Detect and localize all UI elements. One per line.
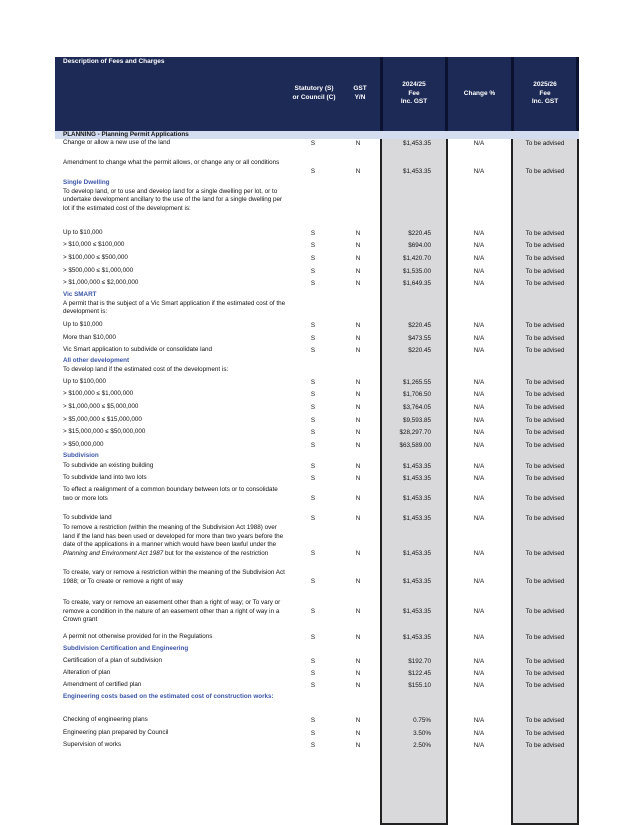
fee-2024-value: $1,420.70: [402, 255, 431, 262]
gst-value: N: [355, 417, 361, 424]
gst-value: N: [355, 658, 361, 665]
table-header: [55, 57, 579, 131]
row-description: [63, 159, 288, 168]
gst-value: N: [355, 391, 361, 398]
fee-2024-value: $1,453.35: [402, 578, 431, 585]
description-text: > $100,000 ≤ $500,000: [63, 254, 128, 261]
gst-value: N: [355, 255, 361, 262]
change-value: N/A: [473, 404, 485, 411]
fee-2025-value: To be advised: [525, 140, 565, 147]
header-gst-cell: [340, 57, 380, 131]
gst-value: N: [355, 730, 361, 737]
description-text: Up to $100,000: [63, 378, 107, 385]
row-description: [63, 657, 288, 666]
row-description: [63, 334, 288, 343]
row-description: [63, 346, 288, 355]
change-value: N/A: [473, 429, 485, 436]
description-text: > $1,000,000 ≤ $2,000,000: [63, 279, 139, 286]
row-description: [63, 681, 288, 690]
description-text: To subdivide land: [63, 514, 112, 521]
fee-2025-value: To be advised: [525, 167, 565, 175]
description-text: Vic Smart application to subdivide or consolidate land: [63, 346, 212, 353]
fee-2024-value: $1,453.35: [402, 550, 431, 557]
statutory-value: S: [310, 322, 316, 329]
gst-value: N: [355, 379, 361, 386]
statutory-value: S: [310, 730, 316, 737]
category-heading: Subdivision: [63, 452, 99, 459]
fee-2025-value: To be advised: [525, 242, 565, 249]
change-value: N/A: [473, 242, 485, 249]
section-title-row: [55, 131, 579, 139]
description-text: Engineering plan prepared by Council: [63, 729, 169, 736]
gst-value: N: [355, 404, 361, 411]
gst-value: N: [355, 167, 361, 175]
fee-2025-value: To be advised: [525, 578, 565, 585]
row-description: [63, 428, 288, 437]
gst-value: N: [355, 578, 361, 585]
description-text: Change or allow a new use of the land: [63, 139, 171, 146]
fee-2024-value: $1,453.35: [402, 515, 431, 522]
gst-value: N: [355, 280, 361, 287]
gst-value: N: [355, 268, 361, 275]
fee-2025-value: To be advised: [525, 463, 565, 470]
fee-2025-value: To be advised: [525, 634, 565, 641]
fee-2024-value: $1,453.35: [402, 634, 431, 641]
row-description: [63, 486, 288, 503]
statutory-value: S: [310, 140, 316, 147]
header-gst: GST Y/N: [353, 85, 367, 101]
divider: [380, 57, 383, 131]
fee-2024-value: $1,649.35: [402, 280, 431, 287]
statutory-value: S: [310, 335, 316, 342]
change-value: N/A: [473, 682, 485, 689]
gst-value: N: [355, 634, 361, 641]
row-description: [63, 524, 288, 558]
fee-2024-value: $220.45: [408, 322, 431, 329]
fee-2024-value: $28,297.70: [399, 429, 431, 436]
description-text: > $10,000 ≤ $100,000: [63, 241, 125, 248]
row-description: [63, 462, 288, 471]
gst-value: N: [355, 742, 361, 749]
statutory-value: S: [310, 634, 316, 641]
row-description: [63, 390, 288, 399]
statutory-value: S: [310, 379, 316, 386]
row-description: [63, 645, 288, 654]
description-text: Amendment of certified plan: [63, 681, 142, 688]
divider: [511, 57, 514, 131]
header-description: Description of Fees and Charges: [63, 58, 165, 65]
row-description: [63, 474, 288, 483]
fee-2025-value: To be advised: [525, 255, 565, 262]
fee-2025-value: To be advised: [525, 404, 565, 411]
fee-2025-value: To be advised: [525, 417, 565, 424]
gst-value: N: [355, 682, 361, 689]
fee-2024-value: 3.50%: [413, 730, 431, 737]
fee-2024-value: $473.55: [408, 335, 431, 342]
statutory-value: S: [310, 347, 316, 354]
change-value: N/A: [473, 268, 485, 275]
change-value: N/A: [473, 379, 485, 386]
statutory-value: S: [310, 717, 316, 724]
gst-value: N: [355, 442, 361, 449]
description-text: > $500,000 ≤ $1,000,000: [63, 267, 134, 274]
statutory-value: S: [310, 682, 316, 689]
statutory-value: S: [310, 280, 316, 287]
fee-2025-value: To be advised: [525, 515, 565, 522]
description-text: To subdivide an existing building: [63, 462, 154, 469]
header-statutory: Statutory (S) or Council (C): [292, 85, 336, 101]
header-fee-2024: 2024/25 Fee Inc. GST: [400, 80, 428, 106]
fee-2024-value: $1,453.35: [402, 463, 431, 470]
statutory-value: S: [310, 742, 316, 749]
description-text: Supervision of works: [63, 741, 122, 748]
change-value: N/A: [473, 608, 485, 615]
row-description: [63, 139, 288, 148]
statutory-value: S: [310, 658, 316, 665]
change-value: N/A: [473, 550, 485, 557]
fee-2025-value: To be advised: [525, 322, 565, 329]
fee-2024-value: 0.75%: [413, 717, 431, 724]
category-heading: Single Dwelling: [63, 179, 110, 186]
header-fee-2025-cell: [514, 57, 576, 131]
statutory-value: S: [310, 494, 316, 502]
row-description: [63, 452, 288, 461]
fee-2025-value: To be advised: [525, 347, 565, 354]
fee-2024-value: $9,593.85: [402, 417, 431, 424]
row-description: [63, 403, 288, 412]
row-description: [63, 633, 288, 642]
fee-2024-value: $694.00: [408, 242, 431, 249]
description-text: > $15,000,000 ≤ $50,000,000: [63, 428, 146, 435]
fee-2025-value: To be advised: [525, 550, 565, 557]
description-text: Up to $10,000: [63, 229, 103, 236]
statutory-value: S: [310, 391, 316, 398]
fee-2025-value: To be advised: [525, 608, 565, 615]
fee-2024-value: $1,453.35: [402, 140, 431, 147]
gst-value: N: [355, 608, 361, 615]
header-fee-2024-cell: [383, 57, 445, 131]
description-text: To create, vary or remove an easement other than a right of way; or To vary or remove a condition in the nature of an easement other than a right of way in a Crown grant: [63, 599, 281, 624]
row-description: [63, 254, 288, 263]
gst-value: N: [355, 230, 361, 237]
row-description: [63, 729, 288, 738]
fee-2024-value: $1,453.35: [402, 475, 431, 482]
description-text: Amendment to change what the permit allows, or change any or all conditions: [63, 159, 280, 166]
row-description: [63, 279, 288, 288]
fee-2024-value: $3,764.05: [402, 404, 431, 411]
fee-2025-value: To be advised: [525, 268, 565, 275]
description-text: > $1,000,000 ≤ $5,000,000: [63, 403, 139, 410]
description-tail: but for the existence of the restriction: [163, 549, 269, 557]
row-description: [63, 569, 288, 586]
change-value: N/A: [473, 230, 485, 237]
statutory-value: S: [310, 608, 316, 615]
row-description: [63, 716, 288, 725]
change-value: N/A: [473, 670, 485, 677]
fee-2025-value: To be advised: [525, 682, 565, 689]
change-value: N/A: [473, 634, 485, 641]
row-description: [63, 241, 288, 250]
row-description: [63, 669, 288, 678]
fee-2025-value: To be advised: [525, 280, 565, 287]
fee-2025-value: To be advised: [525, 379, 565, 386]
row-description: [63, 441, 288, 450]
fee-2024-value: $192.70: [408, 658, 431, 665]
change-value: N/A: [473, 280, 485, 287]
change-value: N/A: [473, 391, 485, 398]
divider: [576, 57, 579, 131]
statutory-value: S: [310, 578, 316, 585]
change-value: N/A: [473, 515, 485, 522]
fee-2025-value: To be advised: [525, 391, 565, 398]
change-value: N/A: [473, 140, 485, 147]
fee-2024-value: $220.45: [408, 347, 431, 354]
row-description: [63, 693, 288, 702]
change-value: N/A: [473, 475, 485, 482]
description-text: To effect a realignment of a common boundary between lots or to consolidate two or more lots: [63, 486, 278, 502]
statutory-value: S: [310, 404, 316, 411]
statutory-value: S: [310, 230, 316, 237]
gst-value: N: [355, 242, 361, 249]
description-text: Certification of a plan of subdivision: [63, 657, 163, 664]
change-value: N/A: [473, 335, 485, 342]
fees-table: [55, 57, 579, 823]
description-text: To remove a restriction (within the meaning of the Subdivision Act 1988) over land if the land has been used or developed for more than two years before the date of the applications in a manner which would have been lawful under the: [63, 524, 284, 549]
fee-2025-value: To be advised: [525, 475, 565, 482]
fee-2024-value: $1,453.35: [402, 167, 431, 175]
row-description: [63, 291, 288, 317]
fee-2024-value: $1,265.55: [402, 379, 431, 386]
change-value: N/A: [473, 717, 485, 724]
fee-2025-value: To be advised: [525, 494, 565, 502]
fee-2024-value: $1,706.50: [402, 391, 431, 398]
statutory-value: S: [310, 550, 316, 557]
fee-2024-value: $1,453.35: [402, 608, 431, 615]
description-text: Alteration of plan: [63, 669, 111, 676]
fee-2024-value: $220.45: [408, 230, 431, 237]
change-value: N/A: [473, 347, 485, 354]
change-value: N/A: [473, 255, 485, 262]
header-change-cell: [448, 57, 511, 131]
change-value: N/A: [473, 442, 485, 449]
fee-2024-value: 2.50%: [413, 742, 431, 749]
category-heading: All other development: [63, 357, 130, 364]
row-description: [63, 229, 288, 238]
gst-value: N: [355, 463, 361, 470]
gst-value: N: [355, 335, 361, 342]
description-text: To develop land if the estimated cost of the development is:: [63, 365, 229, 373]
fee-2025-value: To be advised: [525, 335, 565, 342]
statutory-value: S: [310, 255, 316, 262]
fee-2025-value: To be advised: [525, 742, 565, 749]
fee-2025-value: To be advised: [525, 442, 565, 449]
change-value: N/A: [473, 730, 485, 737]
row-description: [63, 321, 288, 330]
fee-2025-value: To be advised: [525, 730, 565, 737]
fee-2025-value: To be advised: [525, 670, 565, 677]
header-change: Change %: [463, 89, 496, 97]
statutory-value: S: [310, 242, 316, 249]
category-heading: Vic SMART: [63, 291, 97, 298]
fee-2024-value: $155.10: [408, 682, 431, 689]
section-title: PLANNING - Planning Permit Applications: [63, 131, 189, 138]
gst-value: N: [355, 515, 361, 522]
description-text: Checking of engineering plans: [63, 716, 148, 723]
statutory-value: S: [310, 442, 316, 449]
statutory-value: S: [310, 515, 316, 522]
gst-value: N: [355, 322, 361, 329]
gst-value: N: [355, 670, 361, 677]
description-text: > $50,000,000: [63, 441, 104, 448]
statutory-value: S: [310, 670, 316, 677]
fee-2024-value: $63,589.00: [399, 442, 431, 449]
header-statutory-cell: [288, 57, 340, 131]
description-text: Up to $10,000: [63, 321, 103, 328]
fee-2025-value: To be advised: [525, 230, 565, 237]
description-text: To develop land, or to use and develop land for a single dwelling per lot, or to undertake development ancillary to the use of the land for a single dwelling per lot if the estimated cost of the development is:: [63, 187, 283, 212]
description-text: A permit that is the subject of a Vic Smart application if the estimated cost of the development is:: [63, 299, 286, 316]
description-italic: Planning and Environment Act 1987: [63, 549, 164, 557]
category-heading: Subdivision Certification and Engineering: [63, 645, 189, 652]
gst-value: N: [355, 550, 361, 557]
gst-value: N: [355, 475, 361, 482]
change-value: N/A: [473, 167, 485, 175]
row-description: [63, 179, 288, 213]
statutory-value: S: [310, 417, 316, 424]
change-value: N/A: [473, 658, 485, 665]
table-body: [55, 131, 579, 823]
fee-2024-value: $122.45: [408, 670, 431, 677]
fee-2024-value: $1,535.00: [402, 268, 431, 275]
statutory-value: S: [310, 268, 316, 275]
gst-value: N: [355, 347, 361, 354]
fee-2024-value: $1,453.35: [402, 494, 431, 502]
fee-2025-value: To be advised: [525, 717, 565, 724]
change-value: N/A: [473, 742, 485, 749]
description-text: To subdivide land into two lots: [63, 474, 147, 481]
change-value: N/A: [473, 463, 485, 470]
category-heading: Engineering costs based on the estimated cost of construction works:: [63, 693, 274, 700]
description-text: A permit not otherwise provided for in the Regulations: [63, 633, 213, 640]
row-description: [63, 267, 288, 276]
description-text: More than $10,000: [63, 334, 116, 341]
description-text: > $100,000 ≤ $1,000,000: [63, 390, 134, 397]
change-value: N/A: [473, 417, 485, 424]
row-description: [63, 741, 288, 750]
statutory-value: S: [310, 429, 316, 436]
description-text: > $5,000,000 ≤ $15,000,000: [63, 416, 142, 423]
row-description: [63, 599, 288, 625]
gst-value: N: [355, 140, 361, 147]
statutory-value: S: [310, 475, 316, 482]
row-description: [63, 416, 288, 425]
row-description: [63, 357, 288, 374]
description-text: To create, vary or remove a restriction within the meaning of the Subdivision Act 1988; or To create or remove a right of way: [63, 569, 285, 585]
gst-value: N: [355, 429, 361, 436]
change-value: N/A: [473, 494, 485, 502]
fee-2025-value: To be advised: [525, 429, 565, 436]
divider: [445, 57, 448, 131]
change-value: N/A: [473, 322, 485, 329]
statutory-value: S: [310, 463, 316, 470]
gst-value: N: [355, 717, 361, 724]
statutory-value: S: [310, 167, 316, 175]
row-description: [63, 378, 288, 387]
fee-2025-value: To be advised: [525, 658, 565, 665]
header-fee-2025: 2025/26 Fee Inc. GST: [531, 80, 559, 106]
gst-value: N: [355, 494, 361, 502]
change-value: N/A: [473, 578, 485, 585]
row-description: [63, 514, 288, 523]
